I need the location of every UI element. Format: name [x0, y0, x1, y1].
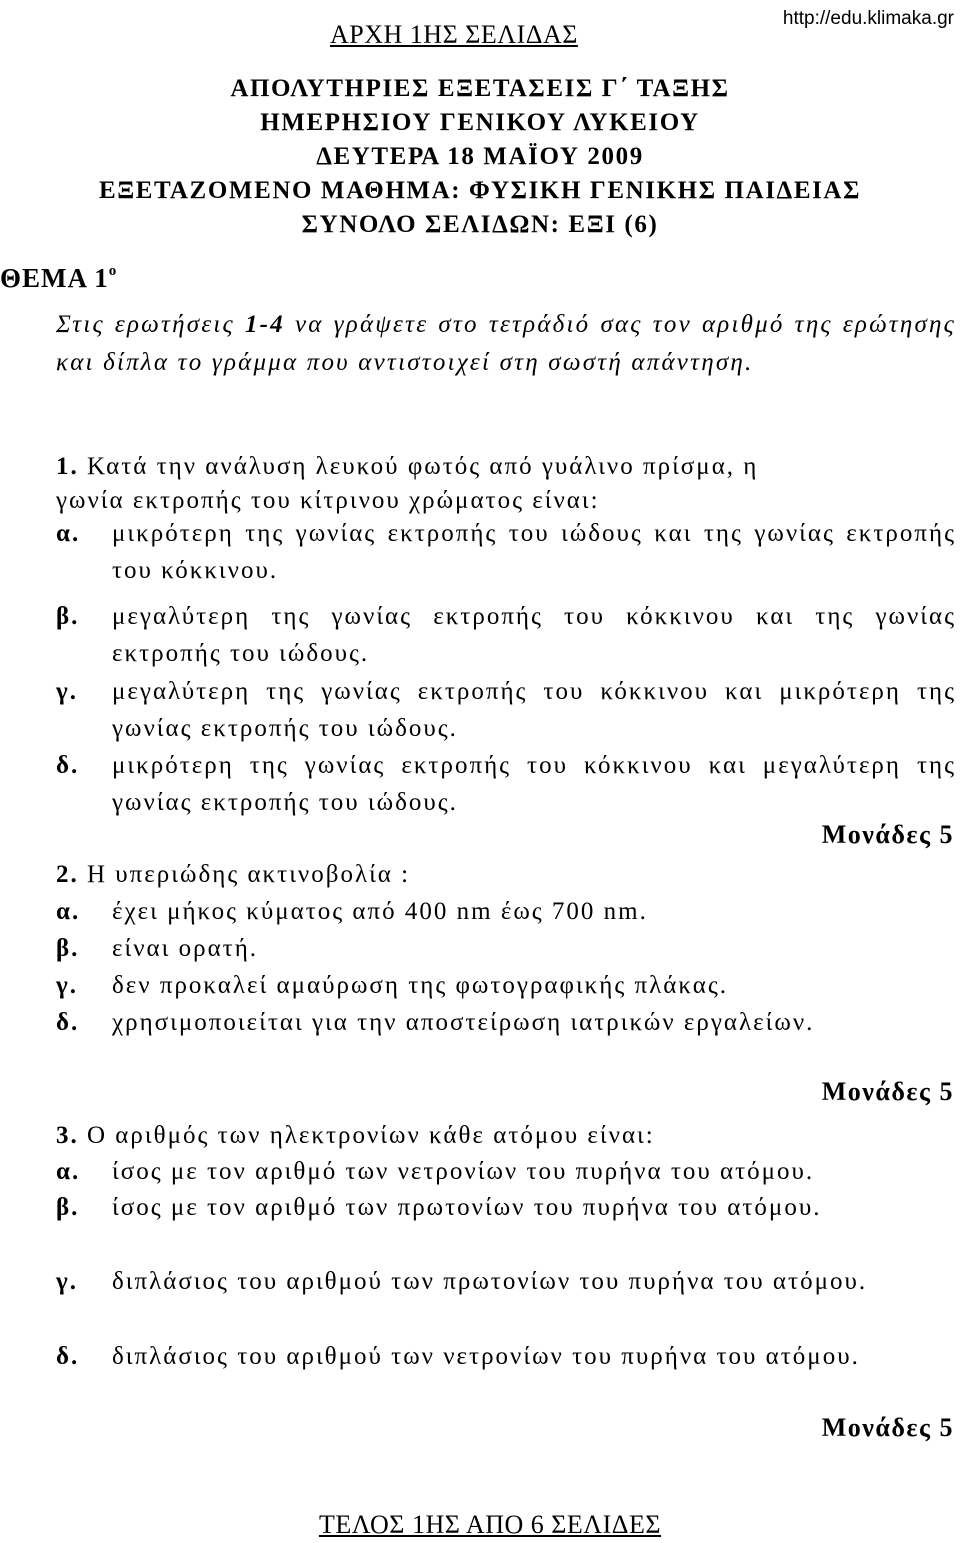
- option-text: δεν προκαλεί αμαύρωση της φωτογραφικής πλάκας.: [112, 972, 728, 999]
- title-line-5: ΣΥΝΟΛΟ ΣΕΛΙΔΩΝ: ΕΞΙ (6): [301, 211, 659, 238]
- title-line-1: ΑΠΟΛΥΤΗΡΙΕΣ ΕΞΕΤΑΣΕΙΣ Γ΄ ΤΑΞΗΣ: [230, 75, 730, 102]
- option-text: μεγαλύτερη της γωνίας εκτροπής του κόκκινου και της γωνίας εκτροπής του ιώδους.: [112, 603, 956, 667]
- page-start-label: ΑΡΧΗ 1ΗΣ ΣΕΛΙΔΑΣ: [330, 20, 578, 49]
- page-end-label: ΤΕΛΟΣ 1ΗΣ ΑΠΟ 6 ΣΕΛΙΔΕΣ: [318, 1510, 662, 1539]
- q3-option-b: [56, 1189, 956, 1226]
- instructions-pre: Στις ερωτήσεις: [56, 311, 245, 338]
- option-label: β.: [56, 1194, 80, 1221]
- q3-option-a: [56, 1153, 956, 1190]
- title-line-2: ΗΜΕΡΗΣΙΟΥ ΓΕΝΙΚΟΥ ΛΥΚΕΙΟΥ: [260, 109, 700, 136]
- question-3: [56, 1117, 956, 1154]
- question-text: Κατά την ανάλυση λευκού φωτός από γυάλινο πρίσμα, η: [87, 453, 759, 480]
- option-text: ίσος με τον αριθμό των νετρονίων του πυρήνα του ατόμου.: [112, 1158, 815, 1185]
- q3-marks: Μονάδες 5: [821, 1413, 954, 1442]
- q2-option-a: [56, 893, 956, 930]
- option-text: έχει μήκος κύματος από 400 nm έως 700 nm.: [112, 898, 648, 925]
- option-text: μικρότερη της γωνίας εκτροπής του ιώδους και της γωνίας εκτροπής του κόκκινου.: [112, 520, 956, 584]
- option-text: διπλάσιος του αριθμού των νετρονίων του πυρήνα του ατόμου.: [112, 1343, 860, 1370]
- option-text: μεγαλύτερη της γωνίας εκτροπής του κόκκινου και μικρότερη της γωνίας εκτροπής του ιώδους.: [112, 678, 956, 742]
- title-line-4: ΕΞΕΤΑΖΟΜΕΝΟ ΜΑΘΗΜΑ: ΦΥΣΙΚΗ ΓΕΝΙΚΗΣ ΠΑΙΔΕΙΑΣ: [98, 177, 862, 204]
- option-text: μικρότερη της γωνίας εκτροπής του κόκκινου και μεγαλύτερη της γωνίας εκτροπής του ιώδους.: [112, 752, 956, 816]
- title-line-3: ΔΕΥΤΕΡΑ 18 ΜΑΪΟΥ 2009: [316, 143, 644, 170]
- option-label: β.: [56, 603, 80, 630]
- q2-marks: Μονάδες 5: [821, 1077, 954, 1106]
- exam-title-block: [0, 72, 960, 242]
- option-text: ίσος με τον αριθμό των πρωτονίων του πυρήνα του ατόμου.: [112, 1194, 822, 1221]
- q3-option-d: [56, 1338, 956, 1375]
- instructions-range: 1-4: [244, 311, 285, 338]
- option-label: δ.: [56, 1009, 80, 1036]
- q1-option-d: [56, 747, 956, 821]
- instructions-post: να γράψετε στο τετράδιό σας τον αριθμό της ερώτησης και δίπλα το γράμμα που αντιστοιχεί στη σωστή απάντηση.: [56, 311, 956, 376]
- option-label: α.: [56, 520, 81, 547]
- option-label: γ.: [56, 972, 78, 999]
- question-text: Ο αριθμός των ηλεκτρονίων κάθε ατόμου είναι:: [87, 1122, 655, 1149]
- option-label: γ.: [56, 678, 78, 705]
- option-text: χρησιμοποιείται για την αποστείρωση ιατρικών εργαλείων.: [112, 1009, 815, 1036]
- instructions: [56, 306, 956, 382]
- option-text: είναι ορατή.: [112, 935, 259, 962]
- theme-ordinal: ο: [108, 263, 118, 279]
- question-number: 1.: [56, 453, 79, 480]
- source-url: http://edu.klimaka.gr: [782, 8, 954, 29]
- q1-option-a: [56, 515, 956, 589]
- question-text: Η υπεριώδης ακτινοβολία :: [87, 861, 411, 888]
- option-label: α.: [56, 1158, 81, 1185]
- question-text-cont: γωνία εκτροπής του κίτρινου χρώματος είναι:: [56, 487, 600, 514]
- theme-label: ΘΕΜΑ 1: [0, 263, 109, 293]
- q1-option-c: [56, 673, 956, 747]
- option-label: β.: [56, 935, 80, 962]
- q2-option-b: [56, 930, 956, 967]
- option-label: δ.: [56, 752, 80, 779]
- q2-option-d: [56, 1004, 956, 1041]
- q3-option-c: [56, 1263, 956, 1300]
- option-text: διπλάσιος του αριθμού των πρωτονίων του πυρήνα του ατόμου.: [112, 1268, 868, 1295]
- q1-option-b: [56, 598, 956, 672]
- option-label: γ.: [56, 1268, 78, 1295]
- question-number: 2.: [56, 861, 79, 888]
- option-label: α.: [56, 898, 81, 925]
- page-footer: [0, 1510, 960, 1540]
- option-label: δ.: [56, 1343, 80, 1370]
- theme-heading: [0, 263, 117, 294]
- q2-option-c: [56, 967, 956, 1004]
- question-1: [56, 448, 956, 485]
- question-number: 3.: [56, 1122, 79, 1149]
- question-2: [56, 856, 956, 893]
- q1-marks: Μονάδες 5: [821, 820, 954, 849]
- question-1-continued: [56, 482, 956, 519]
